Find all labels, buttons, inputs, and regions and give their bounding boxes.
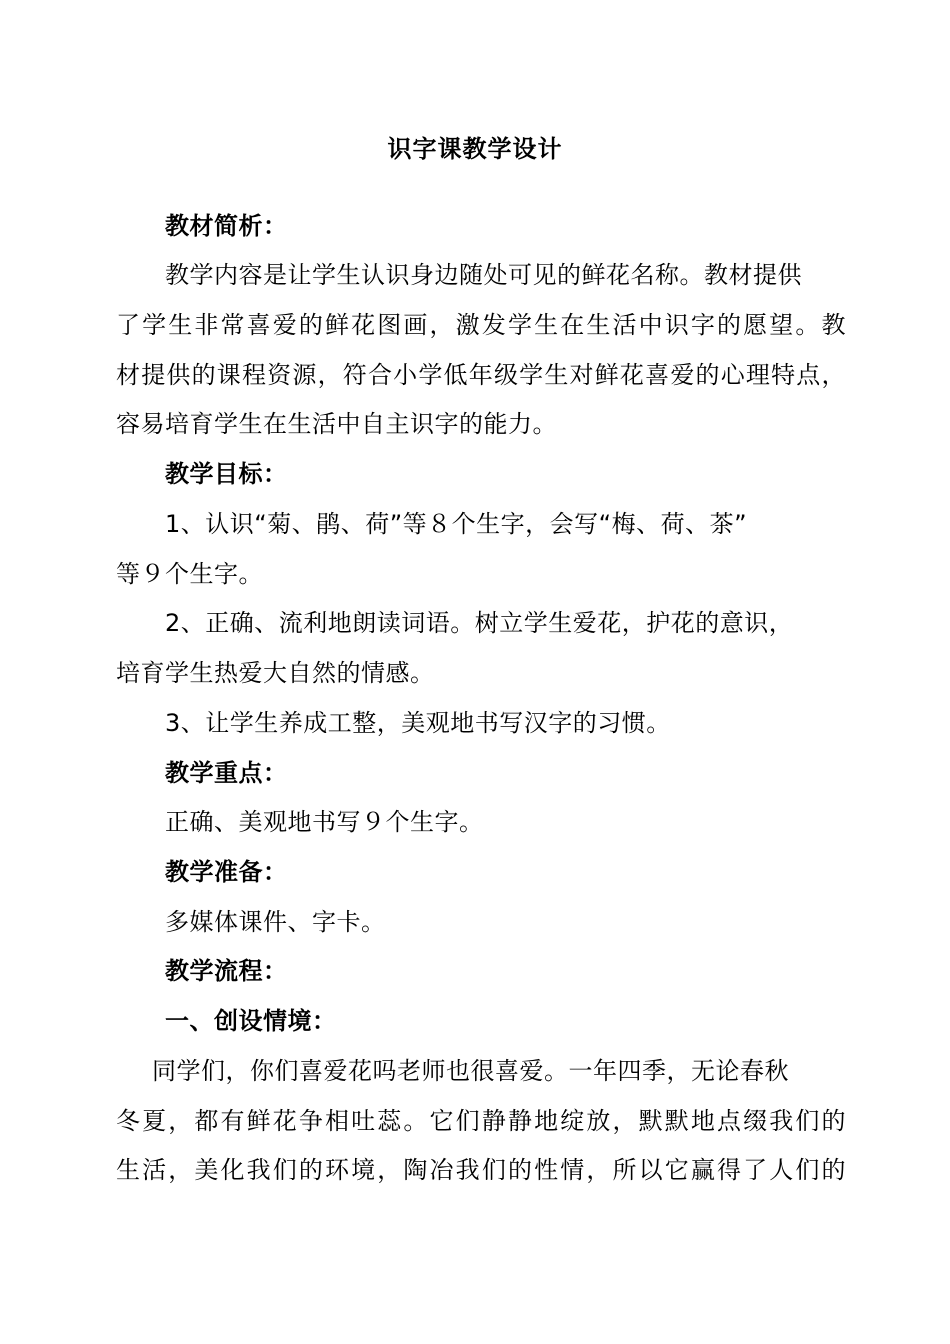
paragraph-line: 了学生非常喜爱的鲜花图画，激发学生在生活中识字的愿望。教 [116,311,846,339]
paragraph-line: 容易培育学生在生活中自主识字的能力。 [116,410,557,438]
paragraph-line: 生活，美化我们的环境，陶冶我们的性情，所以它赢得了人们的 [116,1156,846,1184]
paragraph-line: 正确、美观地书写９个生字。 [165,808,484,836]
section-heading-teaching-goals: 教学目标： [165,460,288,488]
paragraph-line: 冬夏，都有鲜花争相吐蕊。它们静静地绽放，默默地点缀我们的 [116,1107,846,1135]
paragraph-line: 教学内容是让学生认识身边随处可见的鲜花名称。教材提供 [165,261,802,289]
section-heading-preparation: 教学准备： [165,858,288,886]
paragraph-line: 材提供的课程资源，符合小学低年级学生对鲜花喜爱的心理特点， [116,361,846,389]
goal-line: 等９个生字。 [116,560,263,588]
section-heading-material-analysis: 教材简析： [165,212,288,240]
goal-line: 培育学生热爱大自然的情感。 [116,659,435,687]
paragraph-line: 多媒体课件、字卡。 [165,908,386,936]
goal-line: 3、让学生养成工整，美观地书写汉字的习惯。 [165,709,671,737]
section-heading-teaching-process: 教学流程： [165,957,288,985]
goal-line: 2、正确、流利地朗读词语。树立学生爱花，护花的意识， [165,609,794,637]
section-heading-key-points: 教学重点： [165,759,288,787]
subsection-heading-scenario: 一、创设情境： [165,1007,337,1035]
paragraph-line: 同学们，你们喜爱花吗老师也很喜爱。一年四季，无论春秋 [152,1057,789,1085]
document-title: 识字课教学设计 [387,135,563,163]
goal-line: 1、认识“菊、鹃、荷”等８个生字，会写“梅、荷、茶” [165,510,748,538]
